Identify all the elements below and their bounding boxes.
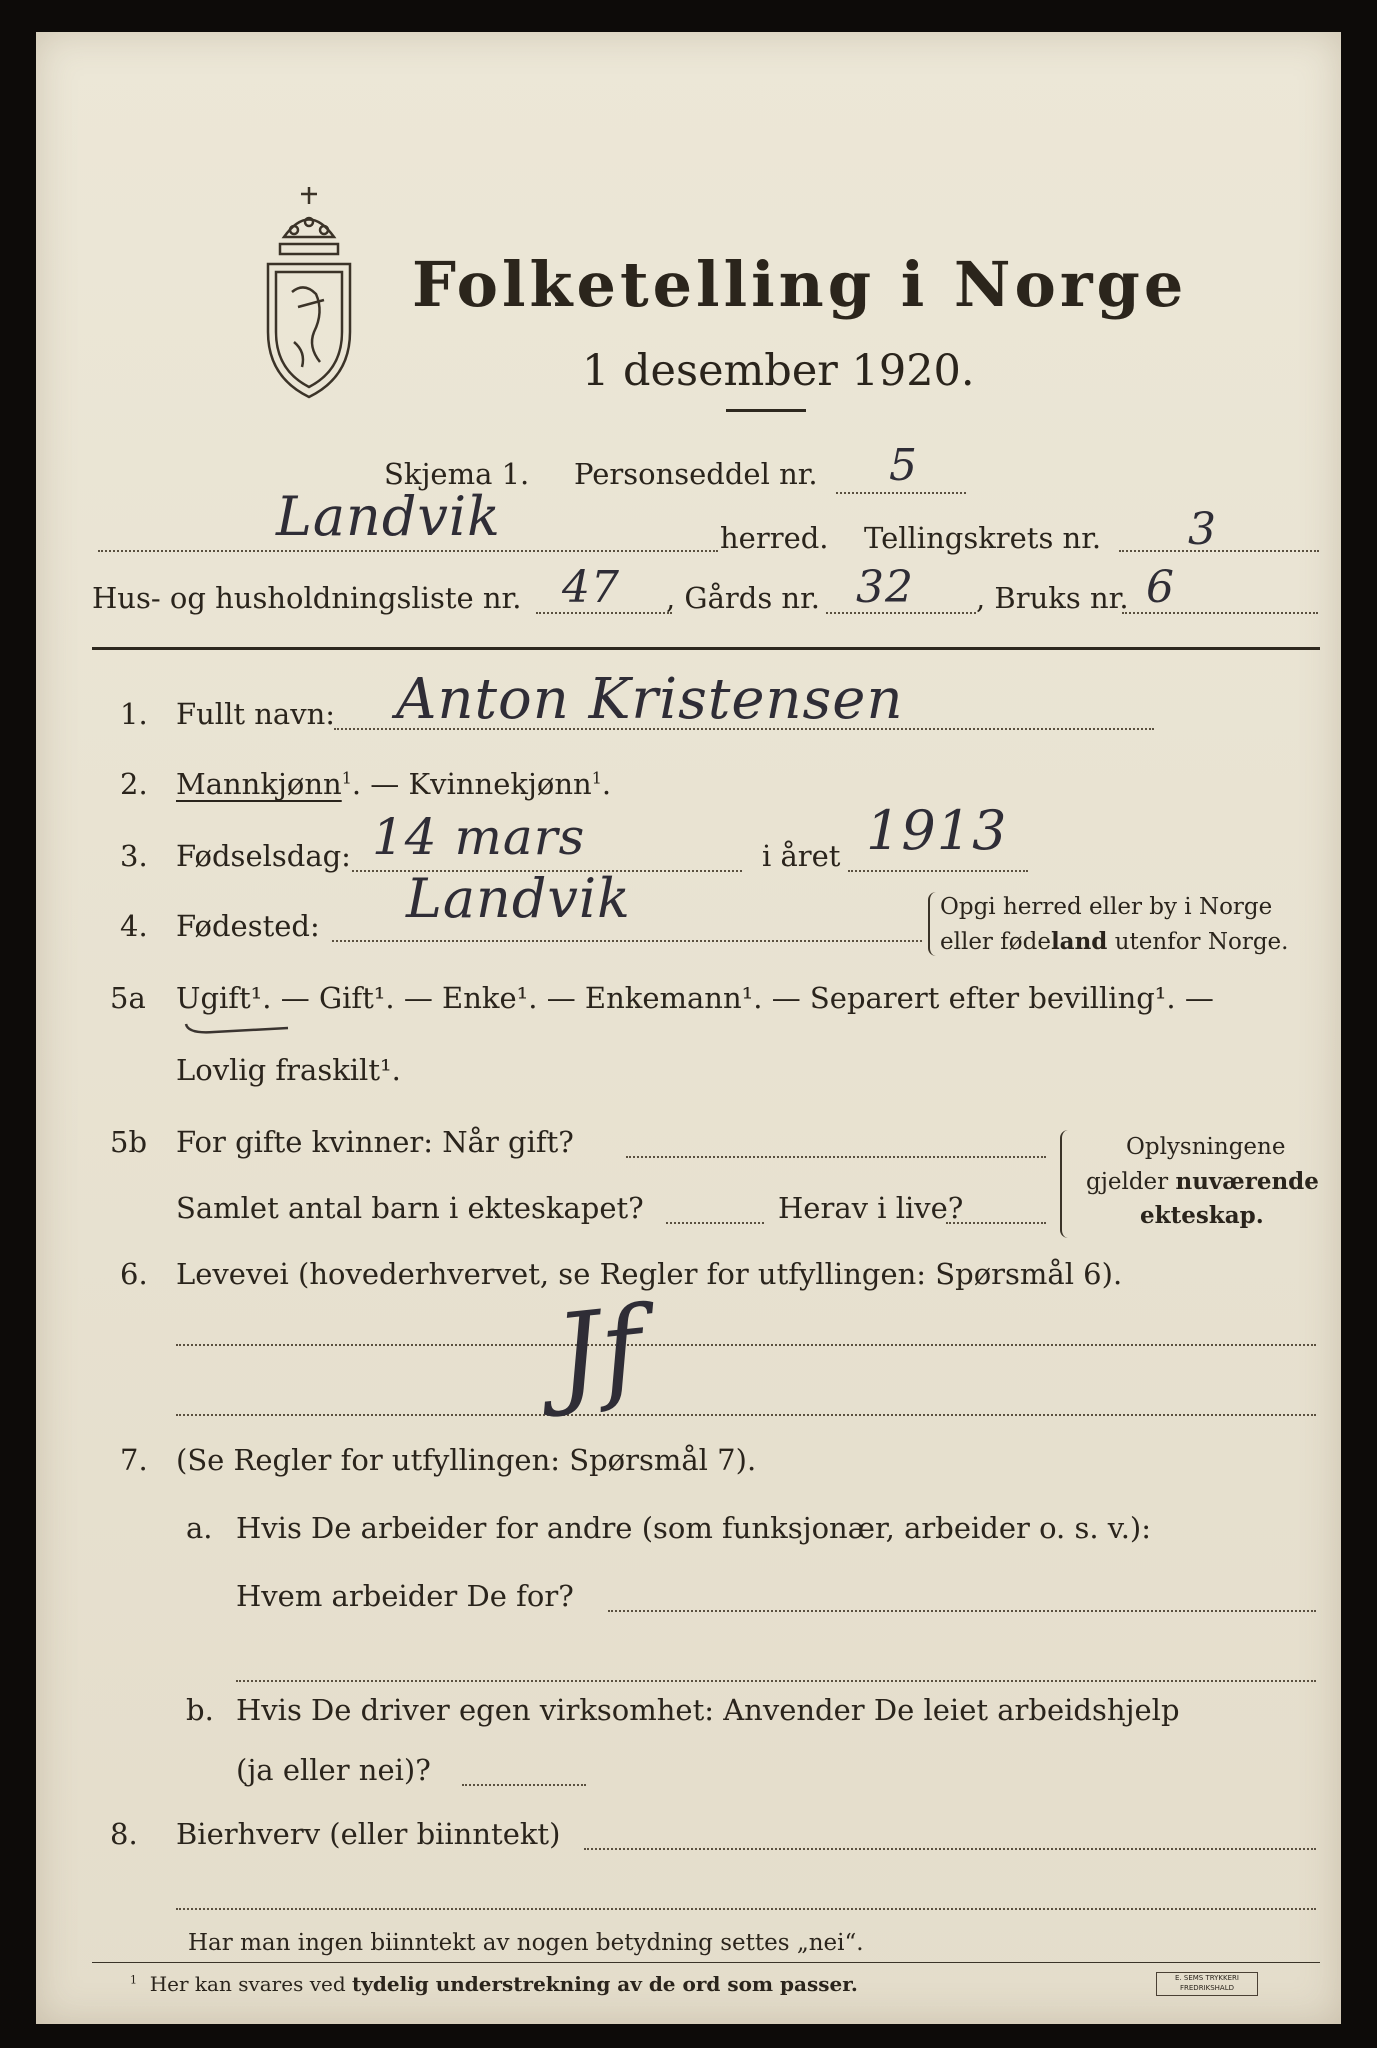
q8-note: Har man ingen biinntekt av nogen betydning settes „nei“. <box>188 1930 864 1956</box>
q1-number: 1. <box>120 697 148 731</box>
q5a-line-1: Ugift¹. — Gift¹. — Enke¹. — Enkemann¹. — Separert efter bevilling¹. — <box>176 981 1214 1015</box>
household-label: Hus- og husholdningsliste nr. <box>92 581 522 615</box>
q3-year-label: i året <box>762 839 841 873</box>
q7b-line-1: Hvis De driver egen virksomhet: Anvender De leiet arbeidshjelp <box>236 1693 1180 1727</box>
q5b-number: 5b <box>110 1125 148 1159</box>
q2-gender-options <box>176 767 612 801</box>
herred-line <box>98 550 718 552</box>
q4-brace <box>928 892 936 956</box>
occupation-value: Jf <box>549 1282 650 1420</box>
q6-label: Levevei (hovederhvervet, se Regler for utfyllingen: Spørsmål 6). <box>176 1257 1123 1291</box>
person-number-value: 5 <box>889 440 918 491</box>
tellingskrets-value: 3 <box>1188 504 1217 555</box>
person-number-label: Personseddel nr. <box>574 457 818 491</box>
q7a-employer-line <box>608 1610 1316 1612</box>
q7-number: 7. <box>120 1443 148 1477</box>
q5b-line-1: For gifte kvinner: Når gift? <box>176 1125 574 1159</box>
q5b-married-line <box>626 1156 1046 1158</box>
q5b-note-2a: gjelder <box>1086 1169 1176 1195</box>
gender-male-option: Mannkjønn <box>176 767 342 801</box>
schema-label: Skjema 1. <box>384 457 530 491</box>
q3-year-line <box>848 870 1028 872</box>
q5a-line-2: Lovlig fraskilt¹. <box>176 1053 401 1087</box>
q8-line-2 <box>176 1908 1316 1910</box>
q6-number: 6. <box>120 1257 148 1291</box>
census-form-page <box>36 32 1341 2024</box>
q4-note-2a: eller føde <box>940 929 1051 955</box>
printer-stamp <box>1156 1972 1258 1996</box>
herred-label: herred. <box>720 521 829 555</box>
q4-label: Fødested: <box>176 909 320 943</box>
q4-note-2 <box>940 930 1288 954</box>
q5b-children-line <box>666 1222 764 1224</box>
printer-stamp-line-1: E. SEMS TRYKKERI <box>1175 1974 1239 1982</box>
q5b-alive-line <box>946 1222 1046 1224</box>
tellingskrets-label: Tellingskrets nr. <box>864 521 1102 555</box>
form-title: Folketelling i Norge <box>412 248 1188 321</box>
birthplace-value: Landvik <box>406 867 631 930</box>
q5b-brace <box>1060 1130 1070 1238</box>
footnote-text-b: tydelig understrekning av de ord som passer. <box>352 1972 858 1996</box>
title-divider <box>726 409 806 412</box>
q4-note-1: Opgi herred eller by i Norge <box>940 894 1273 920</box>
q8-line-1 <box>584 1848 1316 1850</box>
person-number-line <box>836 492 966 494</box>
q2-sup-1: 1 <box>341 768 352 788</box>
q4-number: 4. <box>120 909 148 943</box>
header-divider <box>92 647 1320 650</box>
birthdate-value: 14 mars <box>372 808 586 866</box>
birth-year-value: 1913 <box>866 799 1008 862</box>
footnote <box>130 1974 858 1994</box>
footnote-text-a: Her kan svares ved <box>149 1972 352 1996</box>
tellingskrets-line <box>1119 550 1319 552</box>
q7b-number: b. <box>186 1693 214 1727</box>
q4-note-2c: utenfor Norge. <box>1107 929 1289 955</box>
bruks-value: 6 <box>1146 562 1175 613</box>
q7a-number: a. <box>186 1511 213 1545</box>
q6-line-1 <box>176 1344 1316 1346</box>
q5b-note-2 <box>1086 1170 1319 1194</box>
q3-label: Fødselsdag: <box>176 839 351 873</box>
q4-line <box>332 940 922 942</box>
q5b-note-1: Oplysningene <box>1126 1134 1286 1160</box>
q8-label: Bierhverv (eller biinntekt) <box>176 1817 561 1851</box>
footnote-divider <box>92 1962 1320 1963</box>
q3-number: 3. <box>120 839 148 873</box>
q7a-line-1: Hvis De arbeider for andre (som funksjonær, arbeider o. s. v.): <box>236 1511 1152 1545</box>
printer-stamp-line-2: FREDRIKSHALD <box>1179 1984 1234 1992</box>
q2-number: 2. <box>120 767 148 801</box>
full-name-value: Anton Kristensen <box>396 667 904 732</box>
q2-end: . <box>601 767 612 801</box>
gards-label: , Gårds nr. <box>666 581 820 615</box>
q7-label: (Se Regler for utfyllingen: Spørsmål 7). <box>176 1443 757 1477</box>
coat-of-arms-icon <box>254 182 364 402</box>
q2-sup-2: 1 <box>591 768 602 788</box>
household-list-value: 47 <box>562 562 620 613</box>
q2-separator: . — <box>351 767 409 801</box>
q7b-line-2: (ja eller nei)? <box>236 1753 431 1787</box>
bruks-label: , Bruks nr. <box>976 581 1129 615</box>
q6-line-2 <box>176 1414 1316 1416</box>
q5a-number: 5a <box>110 981 146 1015</box>
q7a-extra-line <box>236 1680 1316 1682</box>
q5b-line-2b: Herav i live? <box>778 1191 964 1225</box>
herred-value: Landvik <box>276 485 501 548</box>
q7a-line-2: Hvem arbeider De for? <box>236 1579 574 1613</box>
gards-value: 32 <box>856 562 914 613</box>
q5b-note-2b: nuværende <box>1175 1168 1319 1195</box>
ugift-underline-mark <box>184 1020 294 1038</box>
q5b-line-2a: Samlet antal barn i ekteskapet? <box>176 1191 644 1225</box>
q5b-note-3: ekteskap. <box>1140 1202 1264 1229</box>
q4-note-2b: land <box>1050 928 1108 955</box>
q7b-answer-line <box>462 1784 586 1786</box>
form-date: 1 desember 1920. <box>582 346 975 396</box>
footnote-mark: 1 <box>130 1973 137 1987</box>
q1-label: Fullt navn: <box>176 697 336 731</box>
gender-female-option: Kvinnekjønn <box>408 767 592 801</box>
q8-number: 8. <box>110 1817 138 1851</box>
